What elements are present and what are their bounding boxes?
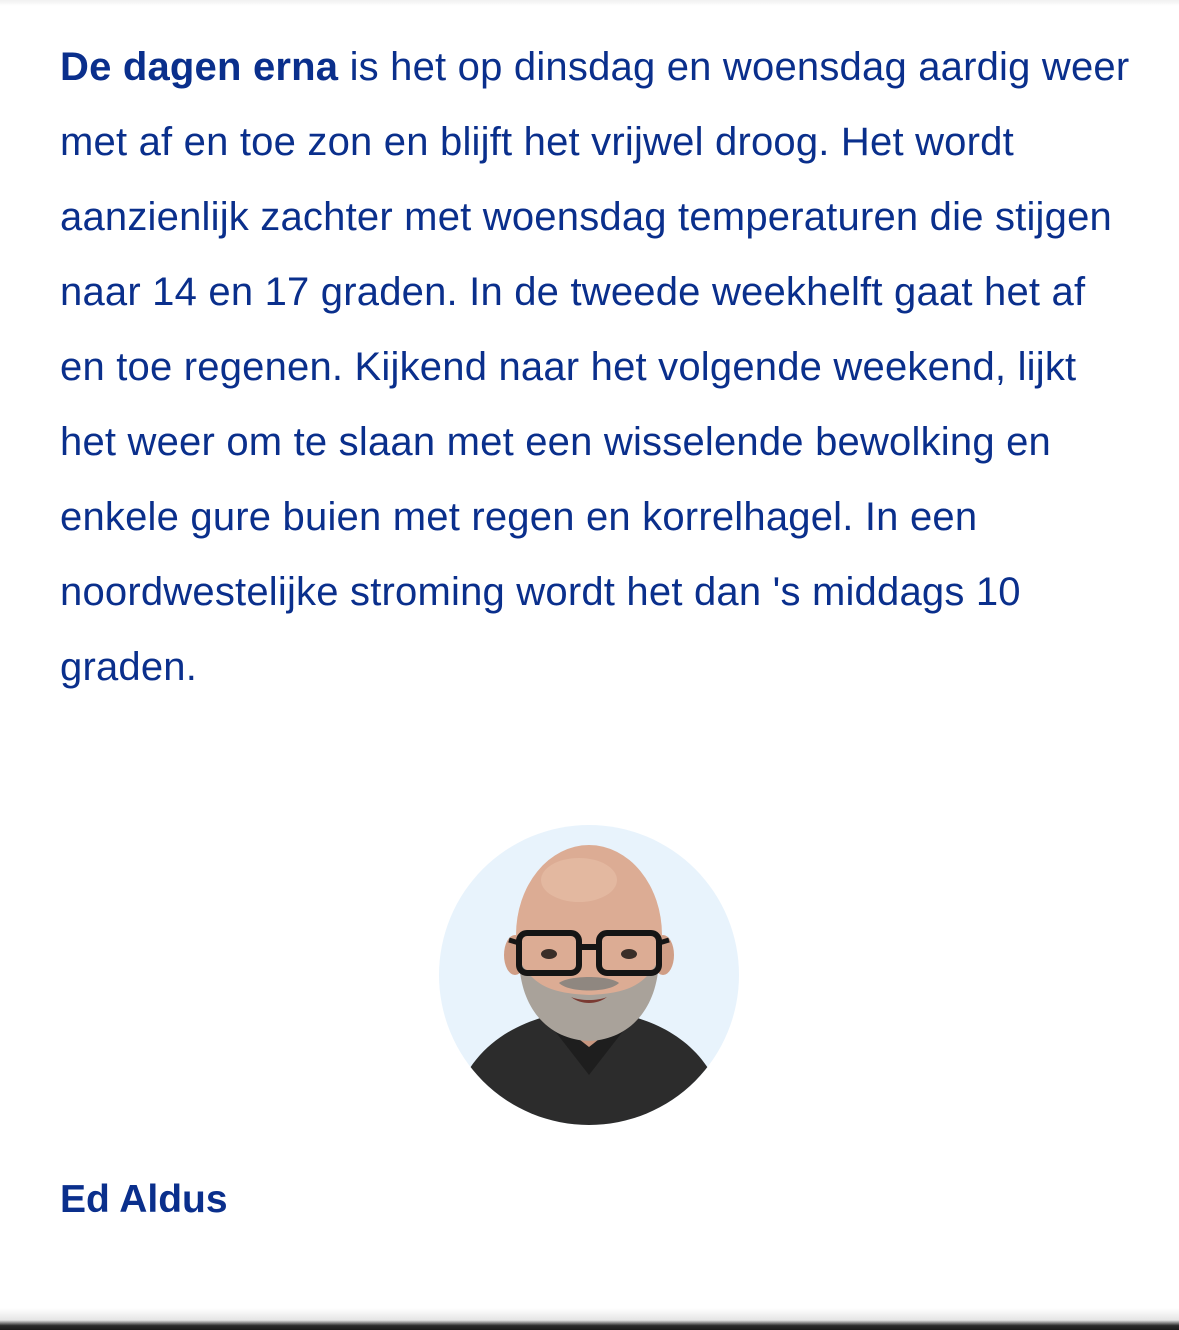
article-body xyxy=(60,30,1130,705)
bottom-shadow-bar xyxy=(0,1308,1179,1330)
forecast-paragraph xyxy=(60,30,1130,705)
author-avatar xyxy=(439,825,739,1125)
person-portrait-icon xyxy=(439,825,739,1125)
paragraph-lead: De dagen erna xyxy=(60,45,339,89)
author-name[interactable]: Ed Aldus xyxy=(60,1178,228,1221)
paragraph-text: is het op dinsdag en woensdag aardig weer met af en toe zon en blijft het vrijwel droog. Het wordt aanzienlijk zachter met woensdag temperaturen die stijgen naar 14 en 17 graden. In de tweede weekhelft gaat het af en toe regenen. Kijkend naar het volgende weekend, lijkt het weer om te slaan met een wisselende bewolking en enkele gure buien met regen en korrelhagel. In een noordwestelijke stroming wordt het dan 's middags 10 graden. xyxy=(60,45,1130,689)
top-shadow xyxy=(0,0,1179,6)
